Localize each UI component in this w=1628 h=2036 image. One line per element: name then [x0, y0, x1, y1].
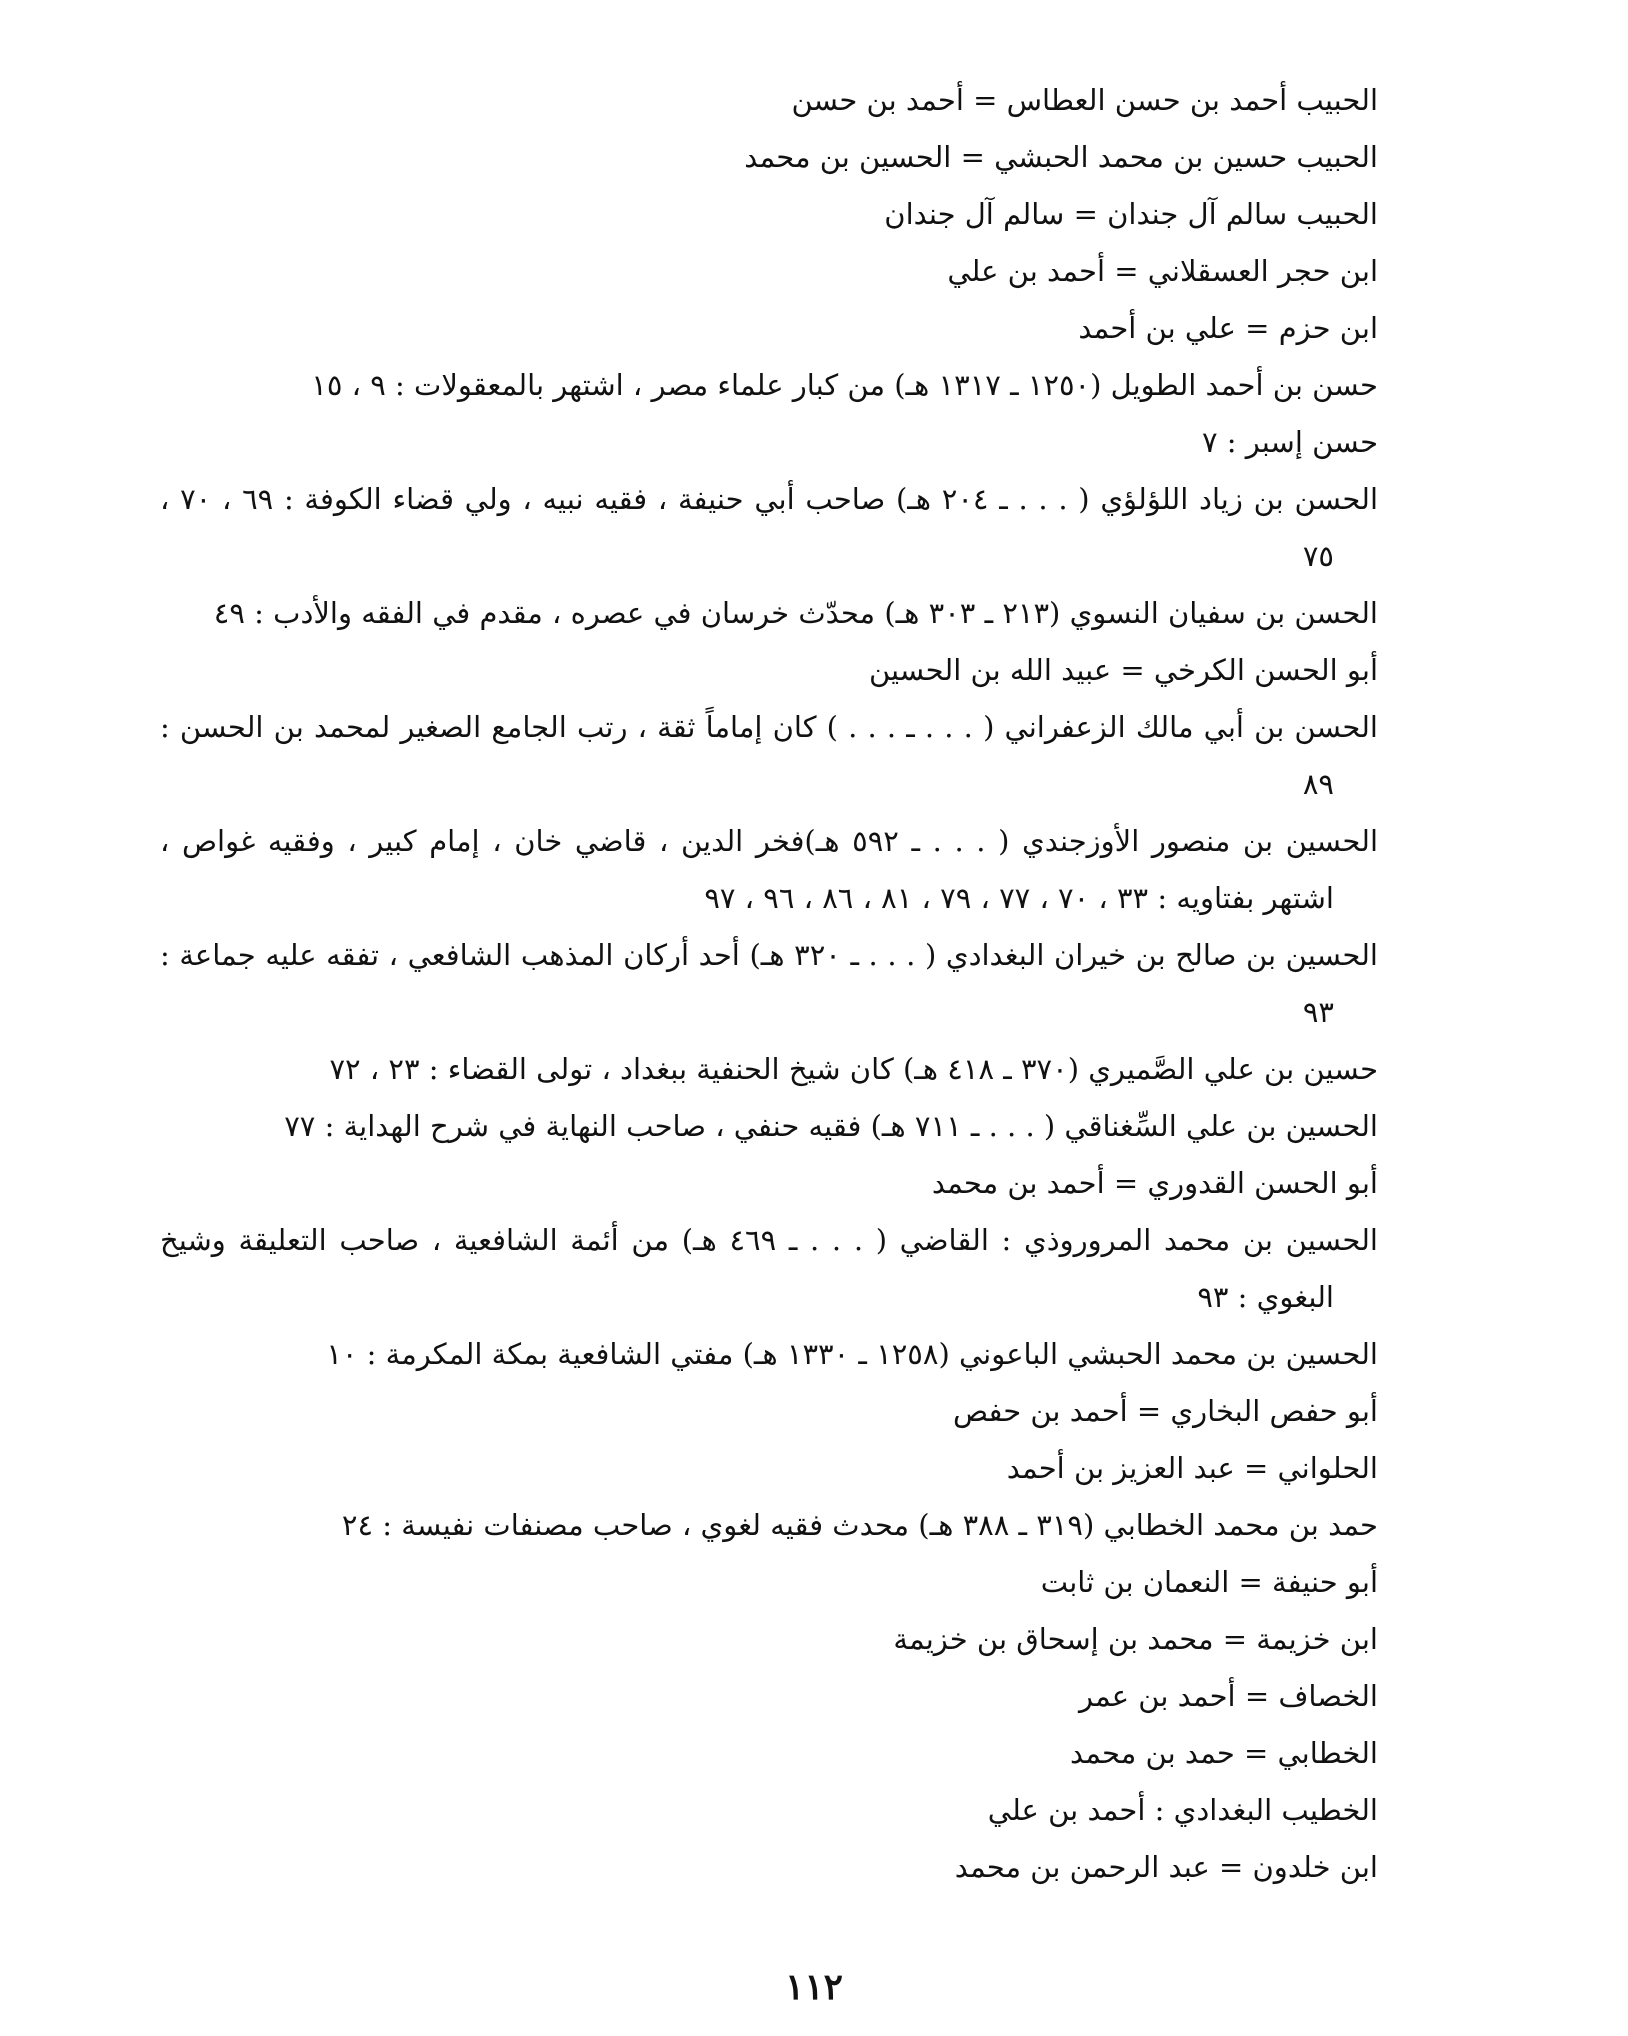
index-entry: الحبيب أحمد بن حسن العطاس = أحمد بن حسن [791, 83, 1378, 117]
index-entry: ابن خلدون = عبد الرحمن بن محمد [954, 1850, 1378, 1884]
index-entry: الحبيب سالم آل جندان = سالم آل جندان [884, 197, 1378, 231]
index-entry: الحسن بن سفيان النسوي (٢١٣ ـ ٣٠٣ هـ) محدّث خرسان في عصره ، مقدم في الفقه والأدب : ٤٩ [213, 596, 1378, 630]
index-entry: الحسن بن زياد اللؤلؤي ( . . . ـ ٢٠٤ هـ) صاحب أبي حنيفة ، فقيه نبيه ، ولي قضاء الكوفة : ٦٩ ، ٧٠ ، ٧٥ [160, 482, 1379, 573]
index-entry: حسين بن علي الصَّميري (٣٧٠ ـ ٤١٨ هـ) كان شيخ الحنفية ببغداد ، تولى القضاء : ٢٣ ، ٧٢ [329, 1052, 1378, 1086]
index-entry: ابن حزم = علي بن أحمد [1078, 311, 1378, 345]
index-entry: أبو الحسن الكرخي = عبيد الله بن الحسين [868, 653, 1378, 687]
index-entry: الخطابي = حمد بن محمد [1070, 1736, 1378, 1770]
index-entry: الخطيب البغدادي : أحمد بن علي [987, 1793, 1378, 1827]
index-entry: أبو الحسن القدوري = أحمد بن محمد [931, 1166, 1378, 1200]
index-entry: الحبيب حسين بن محمد الحبشي = الحسين بن محمد [744, 140, 1378, 174]
index-entry: الحسين بن علي السِّغناقي ( . . . ـ ٧١١ هـ) فقيه حنفي ، صاحب النهاية في شرح الهداية : ٧٧ [284, 1109, 1378, 1143]
index-entry: الحسن بن أبي مالك الزعفراني ( . . . ـ . . . ) كان إماماً ثقة ، رتب الجامع الصغير لمحمد بن الحسن : ٨٩ [160, 710, 1378, 801]
index-entry: حسن إسبر : ٧ [1202, 425, 1378, 459]
index-entry: الحسين بن محمد الحبشي الباعوني (١٢٥٨ ـ ١٣٣٠ هـ) مفتي الشافعية بمكة المكرمة : ١٠ [326, 1337, 1378, 1371]
index-entry: الخصاف = أحمد بن عمر [1078, 1679, 1378, 1713]
index-entry: ابن حجر العسقلاني = أحمد بن علي [947, 254, 1378, 288]
index-entry: ابن خزيمة = محمد بن إسحاق بن خزيمة [893, 1622, 1378, 1656]
index-entry: الحلواني = عبد العزيز بن أحمد [1006, 1451, 1378, 1485]
index-entry: أبو حفص البخاري = أحمد بن حفص [953, 1394, 1378, 1428]
page-number: ١١٢ [784, 1966, 843, 2008]
index-entry: الحسين بن صالح بن خيران البغدادي ( . . . ـ ٣٢٠ هـ) أحد أركان المذهب الشافعي ، تفقه عليه جماعة : ٩٣ [160, 938, 1378, 1029]
index-entry: الحسين بن منصور الأوزجندي ( . . . ـ ٥٩٢ هـ)فخر الدين ، قاضي خان ، إمام كبير ، وفقيه غواص ، اشتهر بفتاويه : ٣٣ ، ٧٠ ، ٧٧ ، ٧٩ ، ٨١ ، ٨٦ ، ٩٦ ، ٩٧ [160, 824, 1378, 915]
index-entry: حمد بن محمد الخطابي (٣١٩ ـ ٣٨٨ هـ) محدث فقيه لغوي ، صاحب مصنفات نفيسة : ٢٤ [341, 1508, 1378, 1542]
index-entry: أبو حنيفة = النعمان بن ثابت [1040, 1565, 1378, 1599]
index-entry: الحسين بن محمد المروروذي : القاضي ( . . . ـ ٤٦٩ هـ) من أئمة الشافعية ، صاحب التعليقة وشيخ البغوي : ٩٣ [160, 1223, 1378, 1314]
index-page [160, 72, 1378, 1896]
index-entry: حسن بن أحمد الطويل (١٢٥٠ ـ ١٣١٧ هـ) من كبار علماء مصر ، اشتهر بالمعقولات : ٩ ، ١٥ [311, 368, 1378, 402]
